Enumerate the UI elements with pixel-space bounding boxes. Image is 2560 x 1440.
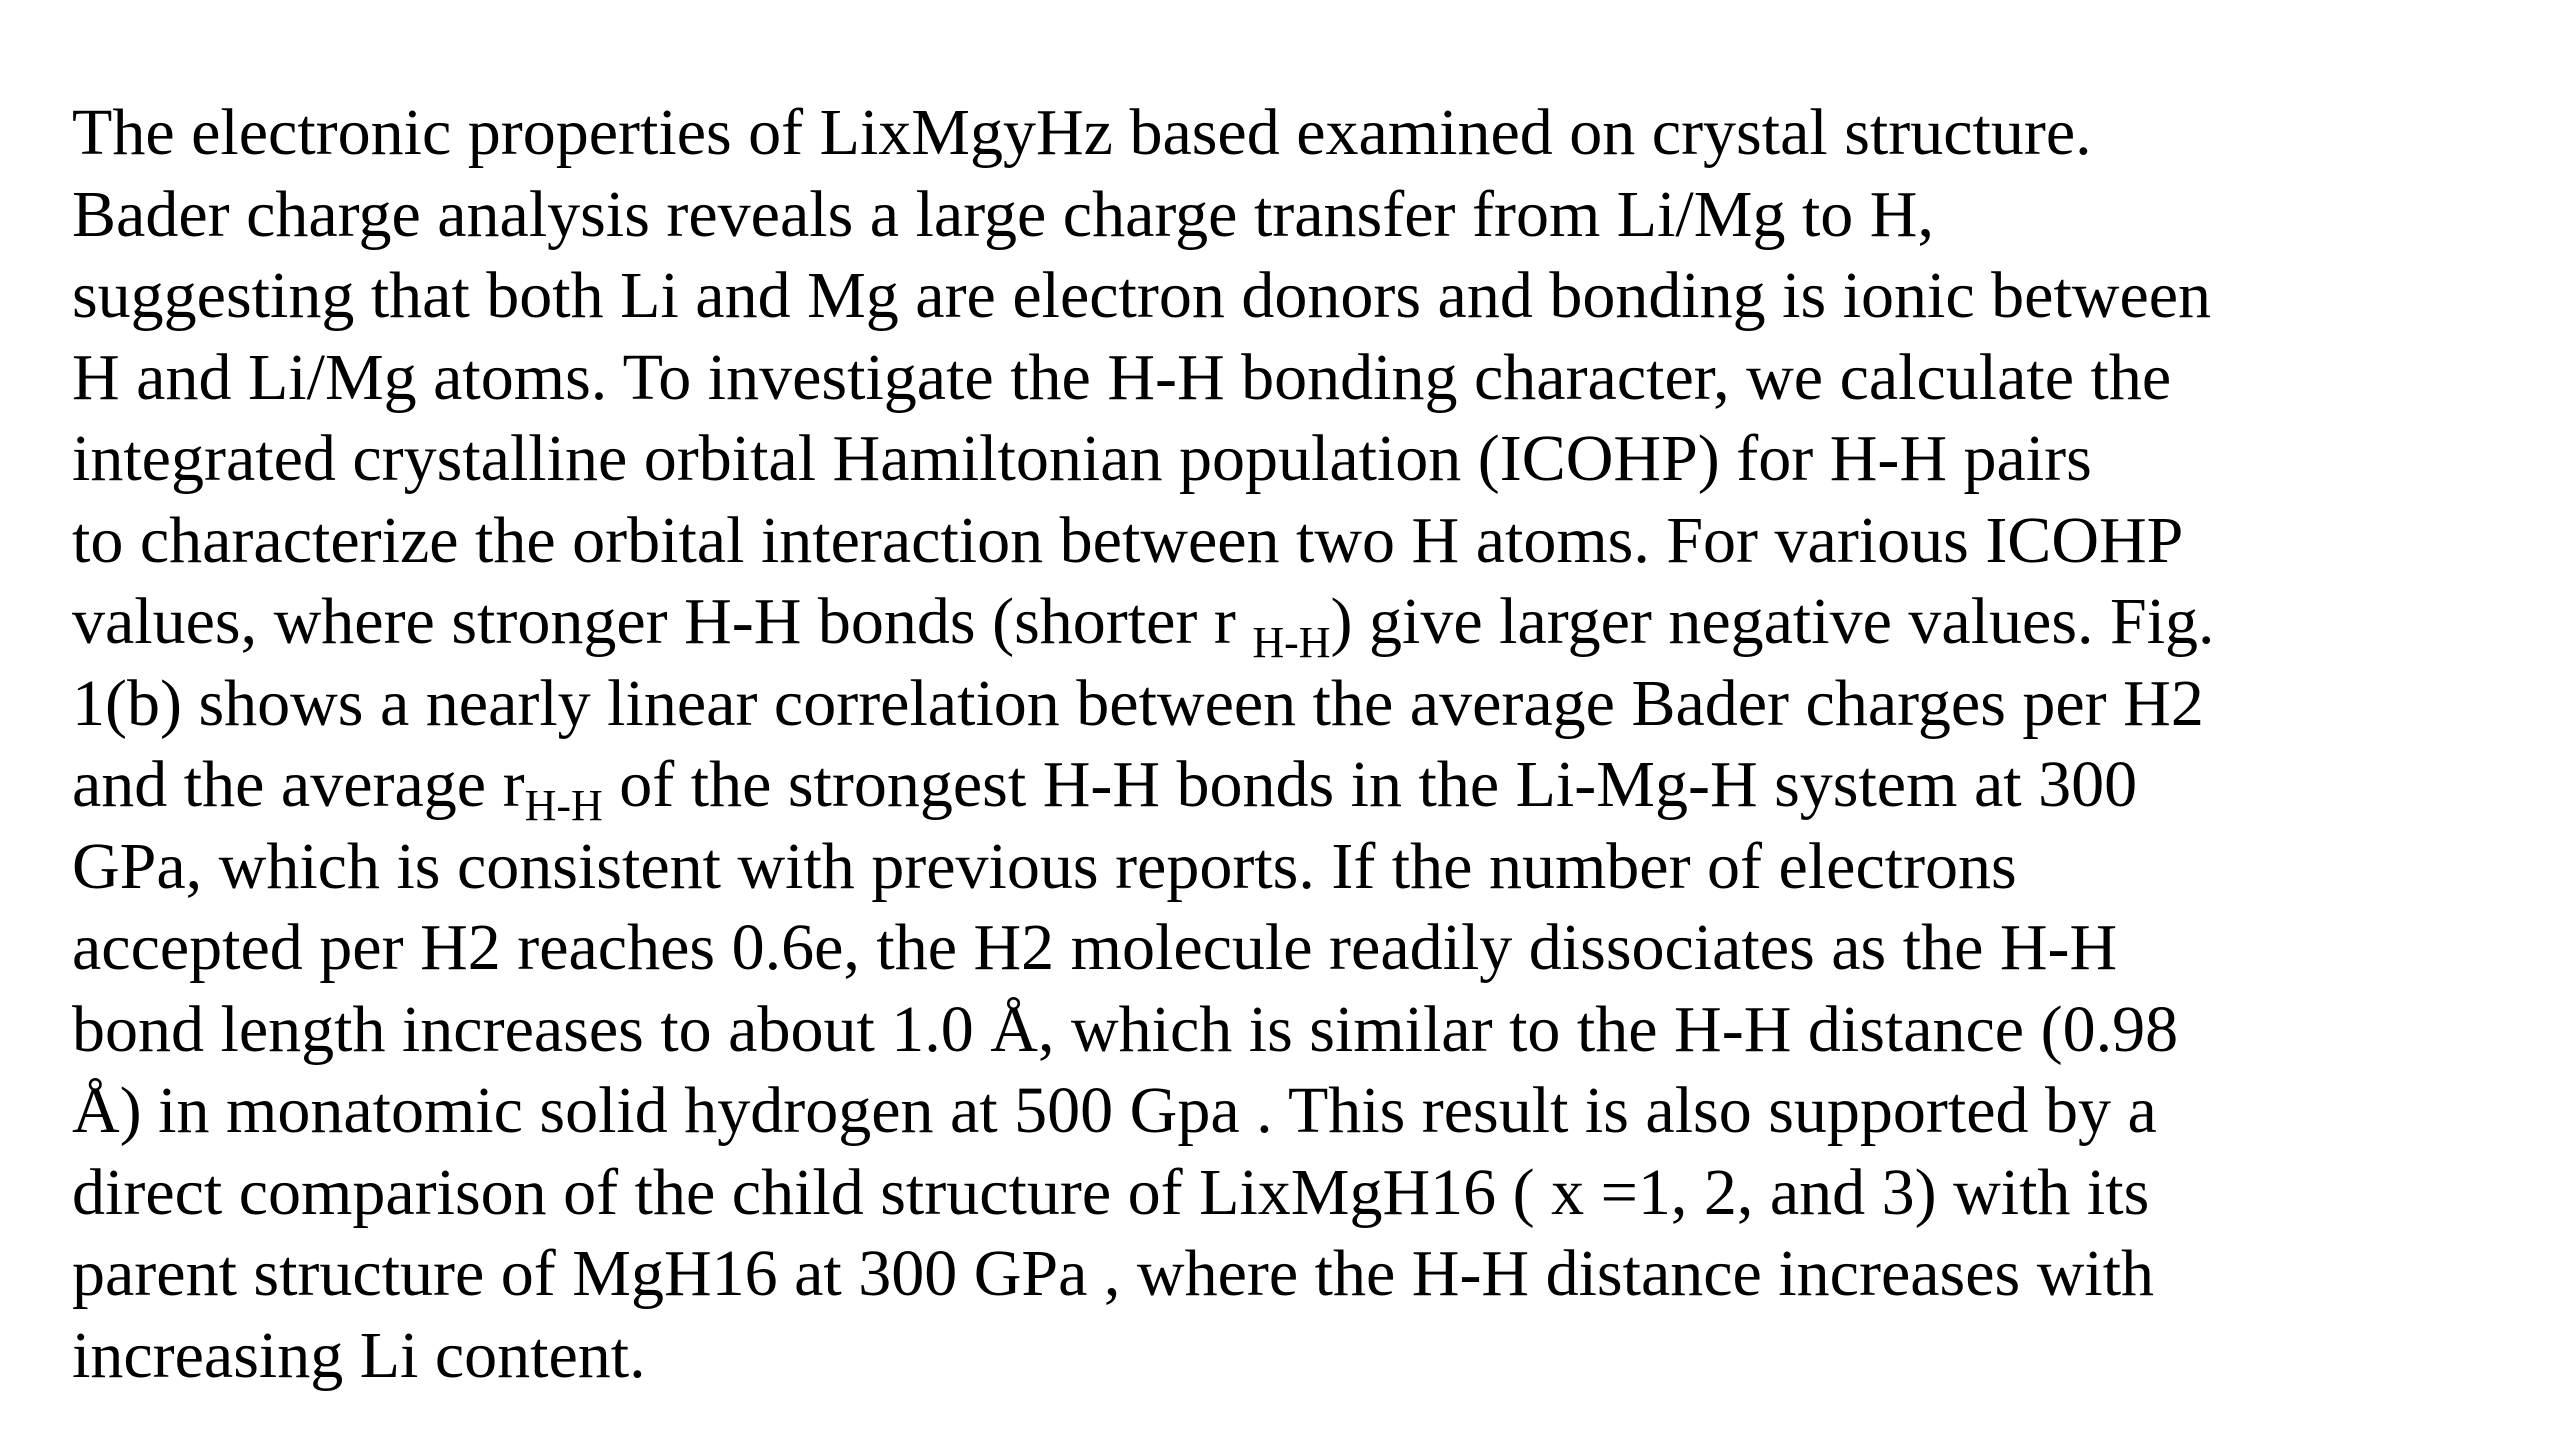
text-fragment: and the average r bbox=[72, 748, 525, 821]
text-line: parent structure of MgH16 at 300 GPa , where the H-H distance increases with bbox=[72, 1237, 2155, 1310]
text-line: Å) in monatomic solid hydrogen at 500 Gpa . This result is also supported by a bbox=[72, 1074, 2157, 1147]
text-line: suggesting that both Li and Mg are electron donors and bonding is ionic between bbox=[72, 259, 2212, 332]
text-line: integrated crystalline orbital Hamiltonian population (ICOHP) for H-H pairs bbox=[72, 422, 2092, 495]
text-fragment: values, where stronger H-H bonds (shorter r bbox=[72, 585, 1253, 658]
text-line: The electronic properties of LixMgyHz based examined on crystal structure. bbox=[72, 96, 2092, 169]
text-line: accepted per H2 reaches 0.6e, the H2 molecule readily dissociates as the H-H bbox=[72, 911, 2118, 984]
subscript: H-H bbox=[1252, 618, 1331, 667]
text-line: Bader charge analysis reveals a large charge transfer from Li/Mg to H, bbox=[72, 177, 1934, 251]
text-line bbox=[72, 581, 2542, 667]
text-line: direct comparison of the child structure of LixMgH16 ( x =1, 2, and 3) with its bbox=[72, 1155, 2150, 1229]
body-paragraph bbox=[72, 92, 2542, 1396]
text-fragment: of the strongest H-H bonds in the Li-Mg-H system at 300 bbox=[602, 748, 2138, 821]
text-line: 1(b) shows a nearly linear correlation between the average Bader charges per H2 bbox=[72, 666, 2204, 740]
subscript: H-H bbox=[524, 781, 603, 830]
text-fragment: ) give larger negative values. Fig. bbox=[1330, 585, 2215, 658]
text-line bbox=[72, 744, 2542, 830]
text-line: bond length increases to about 1.0 Å, which is similar to the H-H distance (0.98 bbox=[72, 992, 2179, 1066]
text-line: H and Li/Mg atoms. To investigate the H-H bonding character, we calculate the bbox=[72, 340, 2172, 414]
text-line: to characterize the orbital interaction between two H atoms. For various ICOHP bbox=[72, 503, 2184, 577]
text-line: GPa, which is consistent with previous reports. If the number of electrons bbox=[72, 829, 2017, 903]
text-line: increasing Li content. bbox=[72, 1318, 646, 1392]
